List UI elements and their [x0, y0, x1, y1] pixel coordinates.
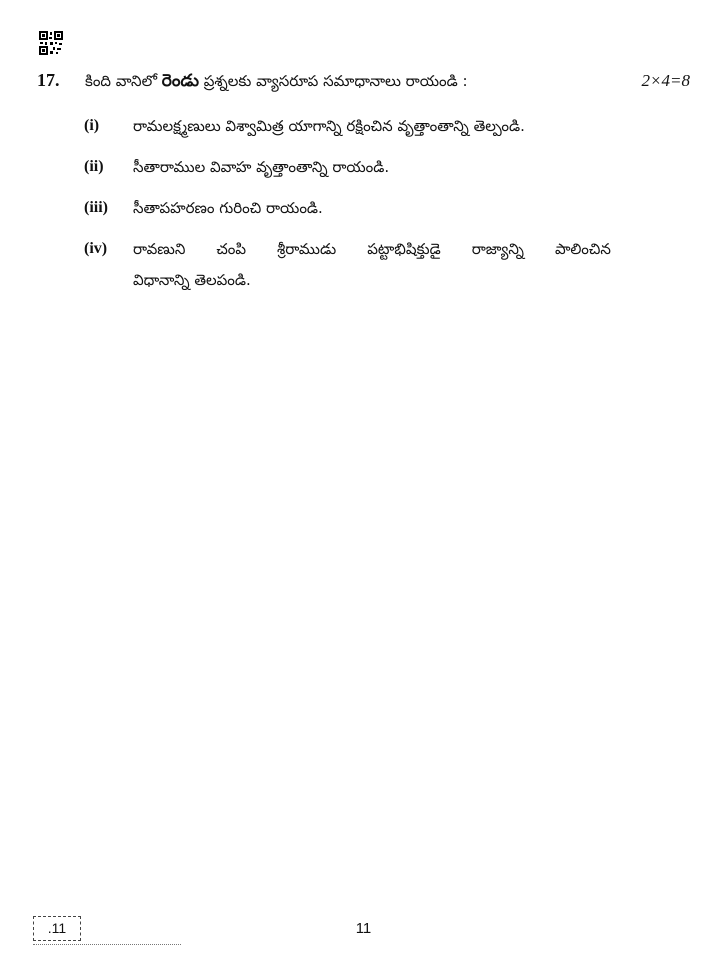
- word: శ్రీరాముడు: [277, 240, 337, 258]
- word: రాజ్యాన్ని: [471, 240, 524, 258]
- sub-question-text: సీతారాముల వివాహ వృత్తాంతాన్ని రాయండి.: [133, 158, 390, 176]
- word: పట్టాభిషిక్తుడై: [367, 240, 441, 258]
- question-text-bold: రెండు: [161, 71, 199, 91]
- question-text: [85, 71, 468, 95]
- paper-code-box: .11: [33, 916, 81, 941]
- sub-question-text: రామలక్ష్మణులు విశ్వామిత్ర యాగాన్ని రక్షించిన వృత్తాంతాన్ని తెల్పండి.: [133, 117, 525, 135]
- qr-code-icon: [39, 31, 63, 55]
- question-marks: 2×4=8: [641, 71, 690, 90]
- question-text-after: ప్రశ్నలకు వ్యాసరూప సమాధానాలు రాయండి :: [198, 72, 468, 90]
- sub-question-label: (iii): [84, 199, 108, 216]
- word: పాలించిన: [554, 240, 611, 258]
- question-text-before: కింది వానిలో: [85, 72, 162, 90]
- sub-question-label: (i): [84, 117, 100, 134]
- sub-question-text-line2: విధానాన్ని తెలపండి.: [133, 271, 251, 289]
- word: చంపి: [216, 240, 247, 258]
- page-number: 11: [355, 920, 372, 937]
- sub-question-label: (ii): [84, 158, 104, 175]
- sub-question-text: సీతాపహరణం గురించి రాయండి.: [133, 199, 323, 217]
- footer-divider: [33, 944, 181, 945]
- sub-question-text-line1: [133, 240, 611, 262]
- question-number: 17.: [37, 70, 60, 90]
- sub-question-label: (iv): [84, 240, 108, 257]
- word: రావణుని: [133, 240, 186, 258]
